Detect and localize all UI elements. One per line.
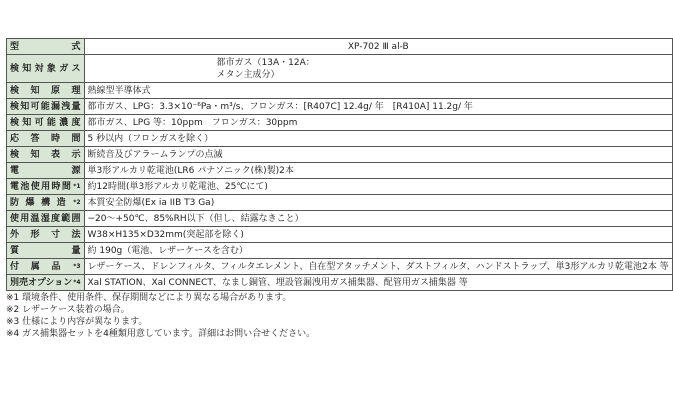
footnote-3: ※3 仕様により内容が異なります。 bbox=[6, 317, 148, 327]
spec-row bbox=[7, 227, 673, 243]
spec-value-text: XP-702 Ⅲ al-B bbox=[347, 41, 409, 52]
spec-value bbox=[84, 131, 672, 147]
footnote-1: ※1 環境条件、使用条件、保存期間などにより異なる場合があります。 bbox=[6, 293, 292, 303]
spec-label-text: 検知原理 bbox=[10, 85, 81, 96]
spec-value bbox=[84, 83, 672, 99]
spec-row bbox=[7, 195, 673, 211]
spec-value bbox=[84, 55, 672, 83]
spec-label-text: 型 式 bbox=[10, 41, 81, 52]
spec-label bbox=[7, 83, 85, 99]
spec-value-text: Xal STATION、Xal CONNECT、なまし銅管、埋設管漏洩用ガス捕集器、配管用ガス捕集器 等 bbox=[87, 277, 468, 288]
spec-value bbox=[84, 259, 672, 275]
footnote-marker: *1 bbox=[73, 182, 81, 190]
spec-value bbox=[84, 115, 672, 131]
spec-label-text: 検知表示 bbox=[10, 149, 81, 160]
spec-row bbox=[7, 55, 673, 83]
spec-value-text: 本質安全防爆(Ex ia IIB T3 Ga) bbox=[87, 197, 215, 208]
spec-label-text: 付属品 bbox=[10, 261, 73, 272]
spec-label bbox=[7, 131, 85, 147]
footnote-2: ※2 レザーケース装着の場合。 bbox=[6, 305, 130, 315]
spec-value bbox=[84, 163, 672, 179]
spec-label-text: 検知可能漏洩量 bbox=[10, 101, 81, 112]
footnote-marker: *3 bbox=[73, 262, 81, 270]
spec-label bbox=[7, 99, 85, 115]
spec-label bbox=[7, 259, 85, 275]
spec-value bbox=[84, 275, 672, 291]
spec-table bbox=[6, 38, 673, 291]
spec-row bbox=[7, 211, 673, 227]
spec-label-text: 検知対象ガス bbox=[10, 63, 81, 74]
spec-label bbox=[7, 179, 85, 195]
spec-value-text: 熱線型半導体式 bbox=[87, 85, 151, 96]
spec-row bbox=[7, 259, 673, 275]
spec-label bbox=[7, 211, 85, 227]
spec-row bbox=[7, 163, 673, 179]
spec-row bbox=[7, 115, 673, 131]
spec-value bbox=[84, 99, 672, 115]
footnotes bbox=[6, 292, 315, 340]
spec-value-text: 単3形アルカリ乾電池(LR6 パナソニック(株)製)2本 bbox=[87, 165, 294, 176]
footnote-marker: *2 bbox=[73, 198, 81, 206]
spec-value-text: W38×H135×D32mm(突起部を除く) bbox=[87, 229, 244, 240]
spec-row bbox=[7, 179, 673, 195]
spec-row bbox=[7, 275, 673, 291]
spec-label-text: 防爆構造 bbox=[10, 197, 73, 208]
spec-label-text: 使用温湿度範囲 bbox=[10, 213, 81, 224]
spec-value-text: 約12時間(単3形アルカリ乾電池、25℃にて) bbox=[87, 181, 268, 192]
spec-row bbox=[7, 99, 673, 115]
spec-label-text: 応答時間 bbox=[10, 133, 81, 144]
spec-value-text: レザーケース、ドレンフィルタ、フィルタエレメント、自在型アタッチメント、ダストフィルタ、ハンドストラップ、単3形アルカリ乾電池2本 等 bbox=[87, 261, 669, 272]
spec-value-text: 都市ガス、LPG：3.3×10⁻⁶Pa・m³/s、フロンガス：[R407C] 12.4g/ 年 [R410A] 11.2g/ 年 bbox=[87, 101, 473, 112]
spec-label-text: 検知可能濃度 bbox=[10, 117, 81, 128]
spec-value-text: 都市ガス（13A・12A： メタン主成分） bbox=[216, 57, 315, 80]
spec-label bbox=[7, 243, 85, 259]
spec-label-text: 電池使用時間 bbox=[10, 181, 73, 192]
spec-label-text: 質 量 bbox=[10, 245, 81, 256]
spec-row bbox=[7, 147, 673, 163]
spec-row bbox=[7, 131, 673, 147]
spec-label-text: 別売オプション bbox=[10, 277, 73, 288]
spec-label bbox=[7, 163, 85, 179]
spec-label bbox=[7, 195, 85, 211]
spec-row bbox=[7, 83, 673, 99]
footnote-4: ※4 ガス捕集器セットを4種類用意しています。詳細はお問い合せください。 bbox=[6, 329, 316, 339]
spec-label bbox=[7, 39, 85, 55]
spec-value bbox=[84, 227, 672, 243]
spec-value bbox=[84, 211, 672, 227]
spec-label bbox=[7, 55, 85, 83]
spec-label-text: 電 源 bbox=[10, 165, 81, 176]
spec-value bbox=[84, 39, 672, 55]
spec-label bbox=[7, 227, 85, 243]
spec-value bbox=[84, 195, 672, 211]
spec-value bbox=[84, 243, 672, 259]
spec-row bbox=[7, 39, 673, 55]
footnote-marker: *4 bbox=[73, 278, 81, 286]
spec-label bbox=[7, 115, 85, 131]
spec-table-body bbox=[7, 39, 673, 291]
spec-label bbox=[7, 275, 85, 291]
spec-value-text: −20〜+50℃、85%RH以下（但し、結露なきこと） bbox=[87, 213, 304, 224]
spec-label-text: 外形寸法 bbox=[10, 229, 81, 240]
spec-value-text: 約 190g（電池、レザーケースを含む） bbox=[87, 245, 248, 256]
spec-label bbox=[7, 147, 85, 163]
spec-value-text: 5 秒以内（フロンガスを除く） bbox=[87, 133, 214, 144]
spec-value bbox=[84, 147, 672, 163]
spec-value-text: 断続音及びアラームランプの点滅 bbox=[87, 149, 223, 160]
spec-value bbox=[84, 179, 672, 195]
spec-value-text: 都市ガス、LPG 等：10ppm フロンガス：30ppm bbox=[87, 117, 298, 128]
spec-row bbox=[7, 243, 673, 259]
